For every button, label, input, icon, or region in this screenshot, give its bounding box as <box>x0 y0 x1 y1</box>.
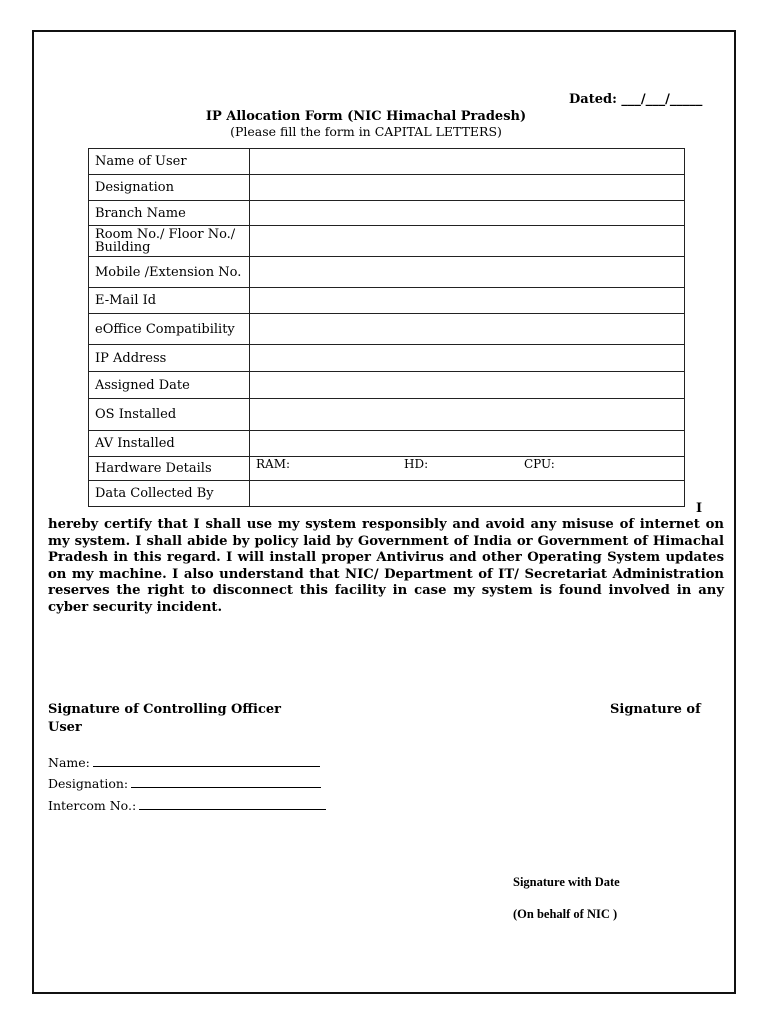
name-blank[interactable] <box>93 756 320 767</box>
nic-behalf-label: (On behalf of NIC ) <box>513 907 618 921</box>
row-label: E-Mail Id <box>89 288 250 314</box>
table-row <box>89 288 685 314</box>
officer-name-line <box>48 755 320 770</box>
table-row <box>89 314 685 345</box>
row-label: eOffice Compatibility <box>89 314 250 345</box>
table-row <box>89 481 685 507</box>
row-label: OS Installed <box>89 399 250 431</box>
eoffice-compatibility-field[interactable] <box>250 314 685 345</box>
row-label: Data Collected By <box>89 481 250 507</box>
designation-label: Designation: <box>48 776 129 791</box>
row-label: Mobile /Extension No. <box>89 257 250 288</box>
ram-label: RAM: <box>256 456 291 471</box>
user-signature-label-continued: User <box>48 720 82 735</box>
table-row <box>89 175 685 201</box>
table-row <box>89 345 685 372</box>
row-label: Branch Name <box>89 201 250 226</box>
table-row <box>89 372 685 399</box>
intercom-label: Intercom No.: <box>48 798 137 813</box>
data-collected-by-field[interactable] <box>250 481 685 507</box>
declaration-text: hereby certify that I shall use my system responsibly and avoid any misuse of internet on my system. I shall abide by policy laid by Government of India or Government of Himachal Pradesh in this regard. I will install proper Antivirus and other Operating System updates on my machine. I also understand that NIC/ Department of IT/ Secretariat Administration reserves the right to disconnect this facility in case my system is found involved in any cyber security incident. <box>48 517 724 615</box>
designation-field[interactable] <box>250 175 685 201</box>
form-page <box>32 30 736 994</box>
os-installed-field[interactable] <box>250 399 685 431</box>
hardware-details-field[interactable] <box>250 457 685 481</box>
intercom-blank[interactable] <box>139 799 326 810</box>
table-row <box>89 149 685 175</box>
av-installed-field[interactable] <box>250 431 685 457</box>
controlling-officer-signature-label: Signature of Controlling Officer <box>48 702 282 717</box>
officer-designation-line <box>48 776 321 791</box>
row-label: Room No./ Floor No./ Building <box>89 226 250 257</box>
table-row <box>89 257 685 288</box>
hd-label: HD: <box>404 456 429 471</box>
name-of-user-field[interactable] <box>250 149 685 175</box>
mobile-extension-field[interactable] <box>250 257 685 288</box>
row-label: Hardware Details <box>89 457 250 481</box>
row-label: Assigned Date <box>89 372 250 399</box>
user-signature-label: Signature of <box>610 702 701 717</box>
nic-signature-label: Signature with Date <box>513 875 620 889</box>
branch-name-field[interactable] <box>250 201 685 226</box>
room-floor-building-field[interactable] <box>250 226 685 257</box>
row-label: AV Installed <box>89 431 250 457</box>
email-id-field[interactable] <box>250 288 685 314</box>
table-row <box>89 201 685 226</box>
allocation-table <box>88 148 685 507</box>
row-label: Name of User <box>89 149 250 175</box>
form-title: IP Allocation Form (NIC Himachal Pradesh) <box>205 109 527 124</box>
assigned-date-field[interactable] <box>250 372 685 399</box>
table-row <box>89 399 685 431</box>
form-subtitle: (Please fill the form in CAPITAL LETTERS) <box>230 124 502 139</box>
table-row <box>89 457 685 481</box>
row-label: IP Address <box>89 345 250 372</box>
name-label: Name: <box>48 755 90 770</box>
declaration-lead: I <box>696 501 703 516</box>
officer-intercom-line <box>48 798 326 813</box>
designation-blank[interactable] <box>131 777 321 788</box>
dated-field: Dated: ___/___/_____ <box>569 92 703 107</box>
cpu-label: CPU: <box>524 456 555 471</box>
ip-address-field[interactable] <box>250 345 685 372</box>
table-row <box>89 431 685 457</box>
row-label: Designation <box>89 175 250 201</box>
table-row <box>89 226 685 257</box>
